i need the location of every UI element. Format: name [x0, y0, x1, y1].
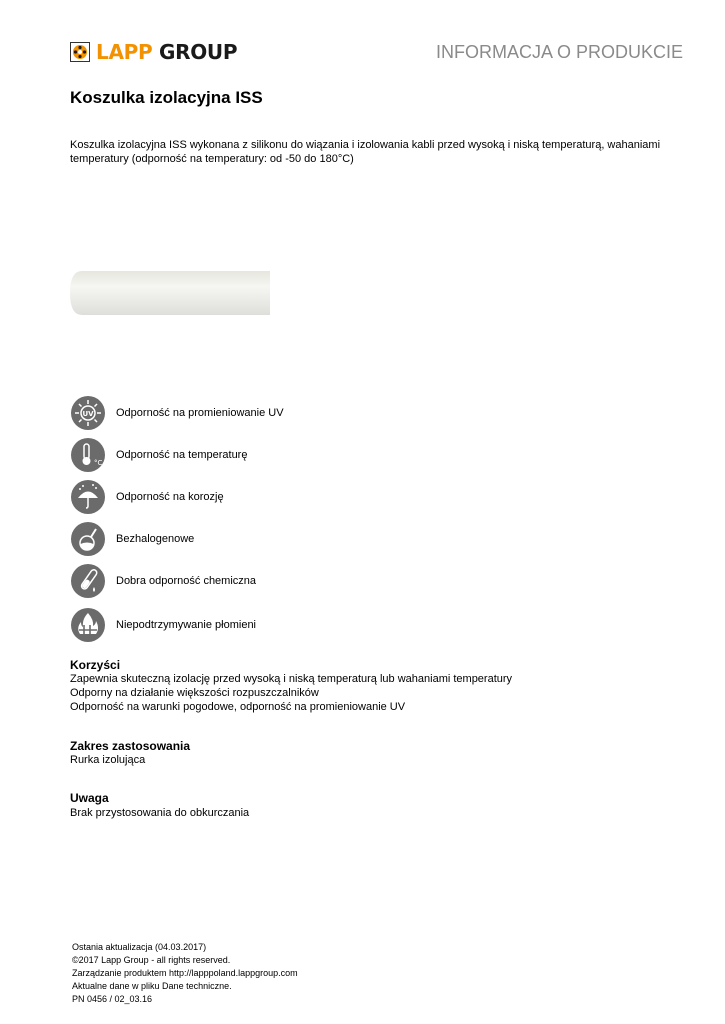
benefits-line: Zapewnia skuteczną izolację przed wysoką i niską temperaturą lub wahaniami temperatury: [70, 673, 513, 685]
logo-wordmark: [96, 40, 237, 64]
flame-icon: [70, 607, 106, 643]
lapp-reel-icon: [70, 42, 90, 62]
feature-label: Odporność na korozję: [116, 491, 224, 503]
umbrella-rain-icon: [70, 479, 106, 515]
footer-data-note: Aktualne dane w pliku Dane techniczne.: [72, 981, 232, 991]
feature-flame-retardant: [70, 607, 256, 643]
application-heading: Zakres zastosowania: [70, 739, 191, 753]
feature-label: Odporność na temperaturę: [116, 449, 248, 461]
svg-text:UV: UV: [82, 410, 94, 418]
logo-group: GROUP: [159, 40, 238, 64]
feature-label: Niepodtrzymywanie płomieni: [116, 619, 257, 631]
product-description: Koszulka izolacyjna ISS wykonana z silikonu do wiązania i izolowania kabli przed wysoką i niską temperaturą, wahaniami temperatury (odporność na temperatury: od -50 do 180°C): [70, 139, 661, 165]
benefits-heading: Korzyści: [70, 658, 121, 672]
footer-last-update: Ostania aktualizacja (04.03.2017): [72, 942, 207, 952]
lapp-group-logo: [70, 40, 237, 64]
footer-part-number: PN 0456 / 02_03.16: [72, 994, 153, 1004]
feature-halogen-free: [70, 521, 194, 557]
note-heading: Uwaga: [70, 791, 109, 805]
footer: [72, 941, 298, 1006]
feature-temperature-resistance: [70, 437, 247, 473]
svg-text:°C: °C: [94, 459, 103, 467]
note-line: Brak przystosowania do obkurczania: [70, 807, 250, 819]
flask-icon: [70, 521, 106, 557]
feature-label: Bezhalogenowe: [116, 533, 195, 545]
thermometer-icon: [70, 437, 106, 473]
document-type-label: INFORMACJA O PRODUKCIE: [435, 42, 683, 62]
product-image-sleeve: [70, 270, 270, 316]
feature-corrosion-resistance: [70, 479, 224, 515]
footer-copyright: ©2017 Lapp Group - all rights reserved.: [72, 955, 231, 965]
test-tube-icon: [70, 563, 106, 599]
product-title: Koszulka izolacyjna ISS: [70, 88, 263, 107]
benefits-line: Odporność na warunki pogodowe, odporność na promieniowanie UV: [70, 701, 406, 713]
benefits-line: Odporny na działanie większości rozpuszczalników: [70, 687, 319, 699]
feature-uv-resistance: [70, 395, 284, 431]
feature-label: Odporność na promieniowanie UV: [116, 407, 284, 419]
feature-chemical-resistance: [70, 563, 256, 599]
feature-label: Dobra odporność chemiczna: [116, 575, 257, 587]
uv-icon: [70, 395, 106, 431]
logo-lapp: LAPP: [96, 40, 153, 64]
footer-product-management: Zarządzanie produktem http://lapppoland.lappgroup.com: [72, 968, 298, 978]
application-line: Rurka izolująca: [70, 754, 146, 766]
